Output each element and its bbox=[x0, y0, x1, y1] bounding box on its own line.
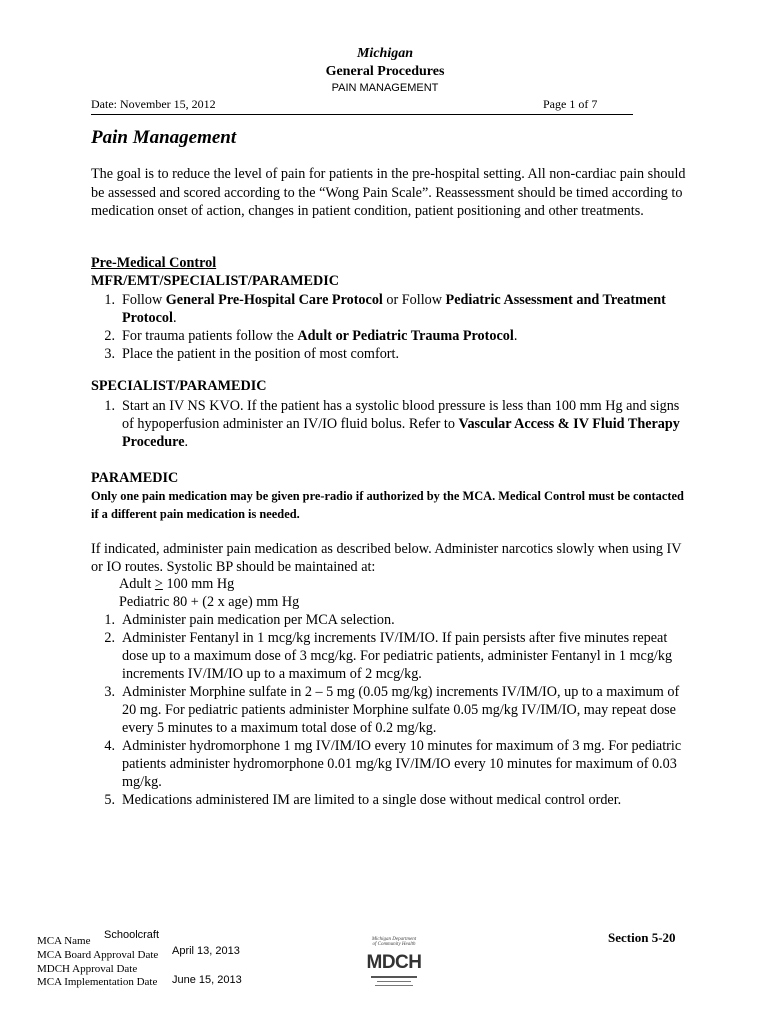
section-number: Section 5-20 bbox=[608, 930, 676, 945]
list-item: 5. Medications administered IM are limited to a single dose without medical control order. bbox=[104, 792, 622, 808]
list-item: 1. Follow General Pre-Hospital Care Protocol or Follow Pediatric Assessment and Treatment Protocol. bbox=[104, 292, 666, 326]
header-subtitle: PAIN MANAGEMENT bbox=[331, 82, 439, 94]
specialist-paramedic-heading: SPECIALIST/PARAMEDIC bbox=[91, 378, 267, 394]
board-approval-value: April 13, 2013 bbox=[172, 945, 240, 957]
logo-text: MDCH bbox=[366, 952, 422, 973]
list-item: 1. Start an IV NS KVO. If the patient has a systolic blood pressure is less than 100 mm Hg and signs of hypoperfusion administer an IV/IO fluid bolus. Refer to Vascular Access & IV Fluid Therapy Procedure. bbox=[104, 398, 680, 450]
logo-rule bbox=[371, 976, 417, 978]
logo-rule bbox=[377, 981, 411, 982]
intro-paragraph: The goal is to reduce the level of pain for patients in the pre-hospital setting. All non-cardiac pain should be assessed and scored according to the “Wong Pain Scale”. Reassessment should be timed according to medication onset of action, changes in patient condition, patient positioning and other treatments. bbox=[91, 166, 686, 219]
list-item: 3. Administer Morphine sulfate in 2 – 5 mg (0.05 mg/kg) increments IV/IM/IO, up to a maximum of 20 mg. For pediatric patients administer Morphine sulfate 0.05 mg/kg IV/IM/IO, may repeat dose every 5 minutes to a maximum total dose of 0.2 mg/kg. bbox=[104, 684, 680, 736]
implementation-value: June 15, 2013 bbox=[172, 974, 242, 986]
board-approval-label: MCA Board Approval Date bbox=[37, 949, 159, 961]
header-divider bbox=[91, 114, 633, 115]
paramedic-heading: PARAMEDIC bbox=[91, 470, 179, 486]
list-item: 2. For trauma patients follow the Adult or Pediatric Trauma Protocol. bbox=[104, 328, 518, 344]
bp-adult: Adult > 100 mm Hg bbox=[119, 576, 235, 592]
logo-line-1: Michigan Department bbox=[371, 937, 417, 942]
page-title: Pain Management bbox=[91, 127, 237, 148]
implementation-label: MCA Implementation Date bbox=[37, 976, 158, 988]
mdch-logo bbox=[363, 937, 425, 989]
paramedic-intro: If indicated, administer pain medication as described below. Administer narcotics slowly when using IV or IO routes. Systolic BP should be maintained at: bbox=[91, 541, 682, 575]
list-item: 2. Administer Fentanyl in 1 mcg/kg increments IV/IM/IO. If pain persists after five minutes repeat dose up to a maximum dose of 3 mcg/kg. For pediatric patients, administer Fentanyl in 1 mcg/kg increments IV/IM/IO up to a maximum of 2 mcg/kg. bbox=[104, 630, 673, 682]
mca-name-label: MCA Name bbox=[37, 935, 91, 947]
header-state: Michigan bbox=[356, 46, 413, 61]
greater-equal-symbol: > bbox=[154, 576, 163, 592]
bp-pediatric: Pediatric 80 + (2 x age) mm Hg bbox=[119, 594, 300, 610]
mdch-approval-label: MDCH Approval Date bbox=[37, 963, 138, 975]
header-page-number: Page 1 of 7 bbox=[543, 97, 598, 111]
pre-medical-control-heading: Pre-Medical Control bbox=[91, 255, 217, 271]
list-item: 3. Place the patient in the position of most comfort. bbox=[104, 346, 399, 362]
mca-name-value: Schoolcraft bbox=[104, 929, 160, 941]
header-category: General Procedures bbox=[325, 64, 445, 79]
list-item: 4. Administer hydromorphone 1 mg IV/IM/IO every 10 minutes for maximum of 3 mg. For pediatric patients administer hydromorphone 0.01 mg/kg IV/IM/IO every 10 minutes for maximum of 0.03 mg/kg. bbox=[104, 738, 682, 790]
list-item: 1. Administer pain medication per MCA selection. bbox=[104, 612, 395, 628]
pre-medical-control-list bbox=[91, 291, 691, 363]
logo-line-2: of Community Health bbox=[372, 942, 416, 947]
paramedic-medication-list bbox=[91, 611, 691, 809]
mfr-emt-heading: MFR/EMT/SPECIALIST/PARAMEDIC bbox=[91, 273, 340, 289]
paramedic-notice: Only one pain medication may be given pre-radio if authorized by the MCA. Medical Control must be contacted if a different pain medication is needed. bbox=[91, 489, 684, 521]
specialist-list bbox=[91, 397, 691, 451]
logo-rule bbox=[375, 985, 413, 986]
header-date: Date: November 15, 2012 bbox=[91, 97, 216, 111]
